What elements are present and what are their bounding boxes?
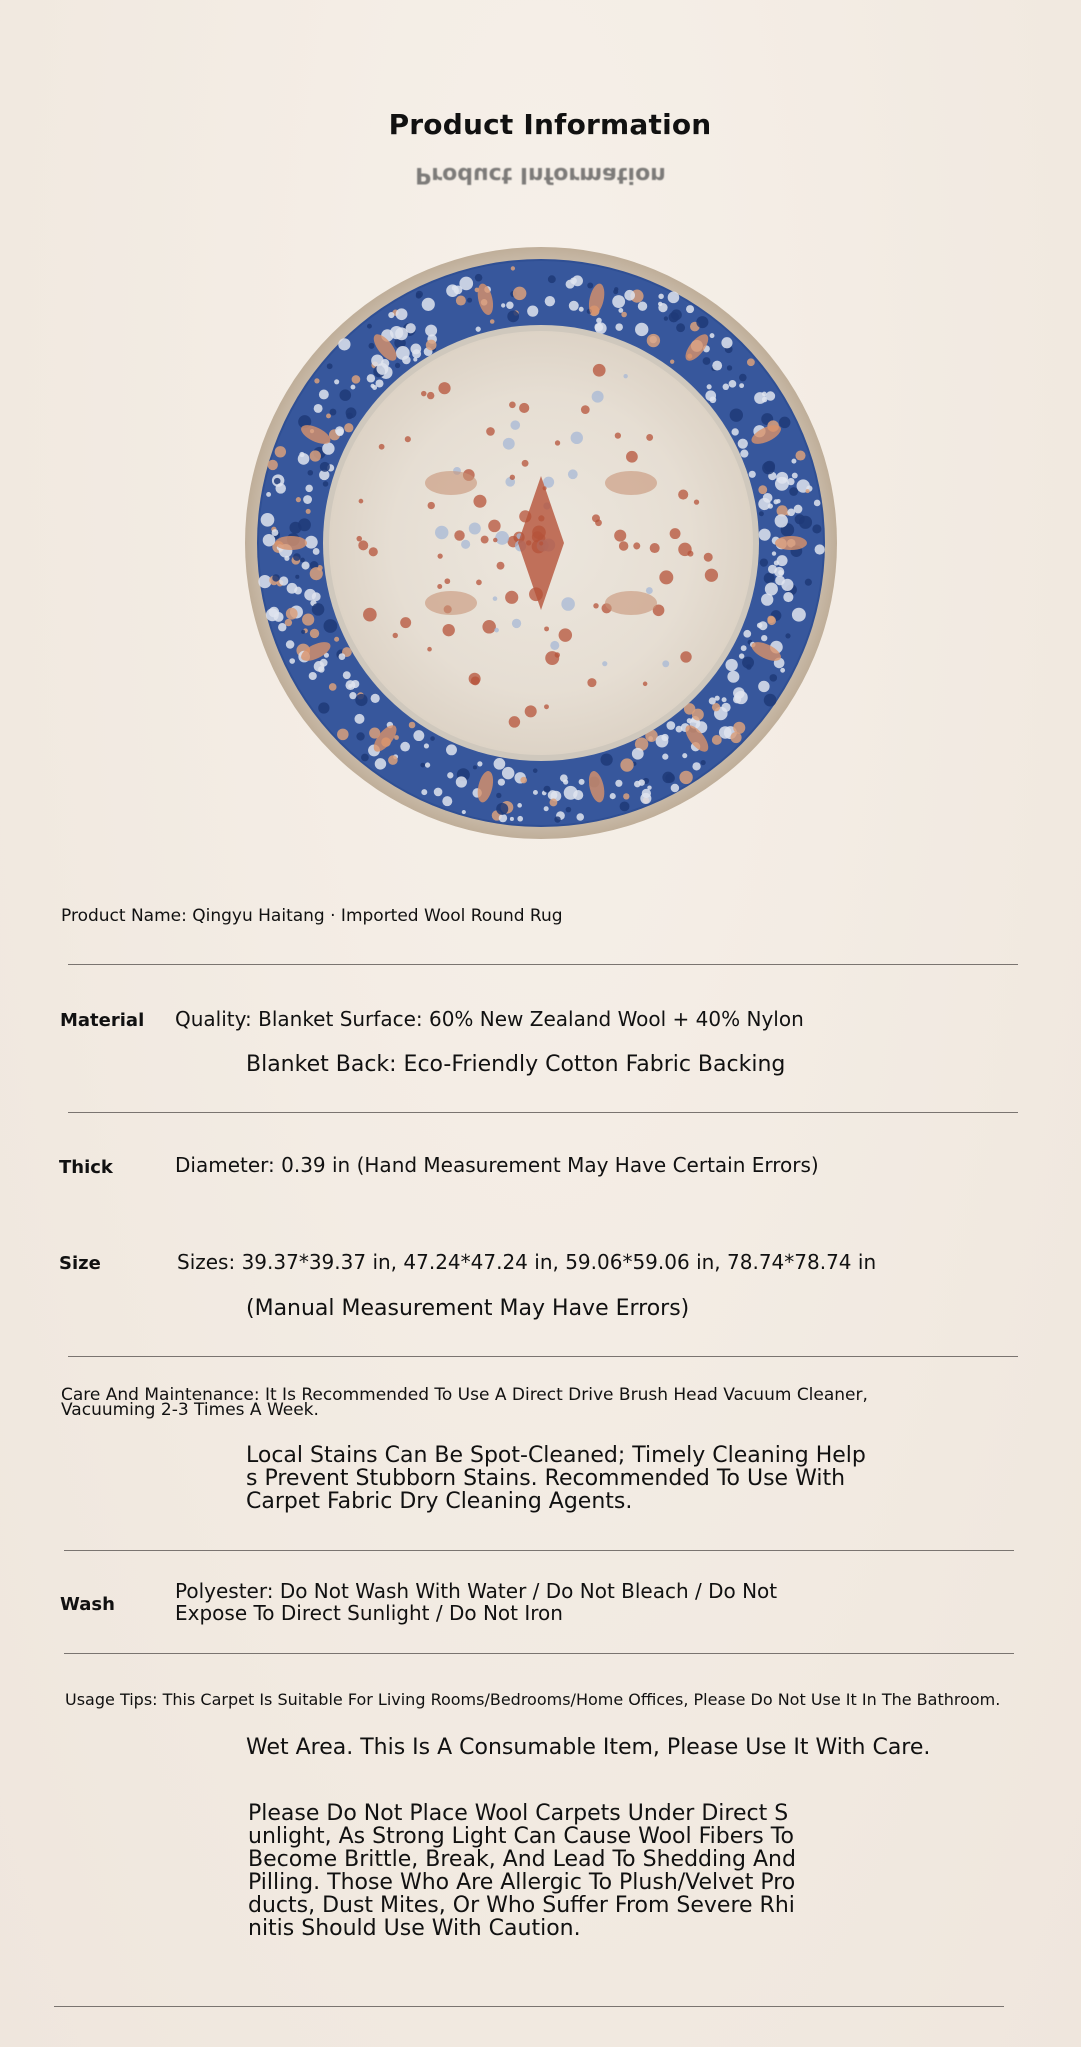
material-quality: Quality: Blanket Surface: 60% New Zealand Wool + 40% Nylon [175,1007,804,1031]
material-label: Material [60,1010,145,1031]
divider [64,1550,1014,1551]
divider [68,1112,1018,1113]
care-detail: Local Stains Can Be Spot-Cleaned; Timely Cleaning Help s Prevent Stubborn Stains. Recommended To Use With Carpet Fabric Dry Cleaning Agents. [246,1443,866,1514]
thick-label: Thick [59,1157,113,1178]
usage-care-line: Wet Area. This Is A Consumable Item, Please Use It With Care. [246,1735,931,1760]
wash-value: Polyester: Do Not Wash With Water / Do Not Bleach / Do Not Expose To Direct Sunlight / Do Not Iron [175,1579,778,1625]
size-label: Size [59,1253,101,1274]
divider [68,964,1018,965]
divider [68,1356,1018,1357]
usage-detail: Please Do Not Place Wool Carpets Under Direct S unlight, As Strong Light Can Cause Wool Fibers To Become Brittle, Break, And Lead To Shedding And Pilling. Those Who Are Allergic To Plush/Velvet Pro ducts, Dust Mites, Or Who Suffer From Severe Rhi nitis Should Use With Caution. [248,1801,796,1941]
size-note: (Manual Measurement May Have Errors) [246,1296,690,1321]
page-title: Product Information [388,108,712,141]
thick-value: Diameter: 0.39 in (Hand Measurement May Have Certain Errors) [175,1153,819,1177]
page-title-reflection: Product Information [415,162,666,187]
wash-label: Wash [60,1594,115,1615]
divider [54,2006,1004,2007]
size-value: Sizes: 39.37*39.37 in, 47.24*47.24 in, 59.06*59.06 in, 78.74*78.74 in [177,1250,877,1274]
usage-intro: Usage Tips: This Carpet Is Suitable For Living Rooms/Bedrooms/Home Offices, Please Do Not Use It In The Bathroom. [65,1690,1001,1709]
material-backing: Blanket Back: Eco-Friendly Cotton Fabric Backing [246,1052,786,1077]
divider [64,1653,1014,1654]
round-rug-image [244,246,838,840]
product-name: Product Name: Qingyu Haitang · Imported Wool Round Rug [61,906,563,926]
care-intro: Care And Maintenance: It Is Recommended To Use A Direct Drive Brush Head Vacuum Cleaner, Vacuuming 2-3 Times A Week. [61,1385,868,1420]
